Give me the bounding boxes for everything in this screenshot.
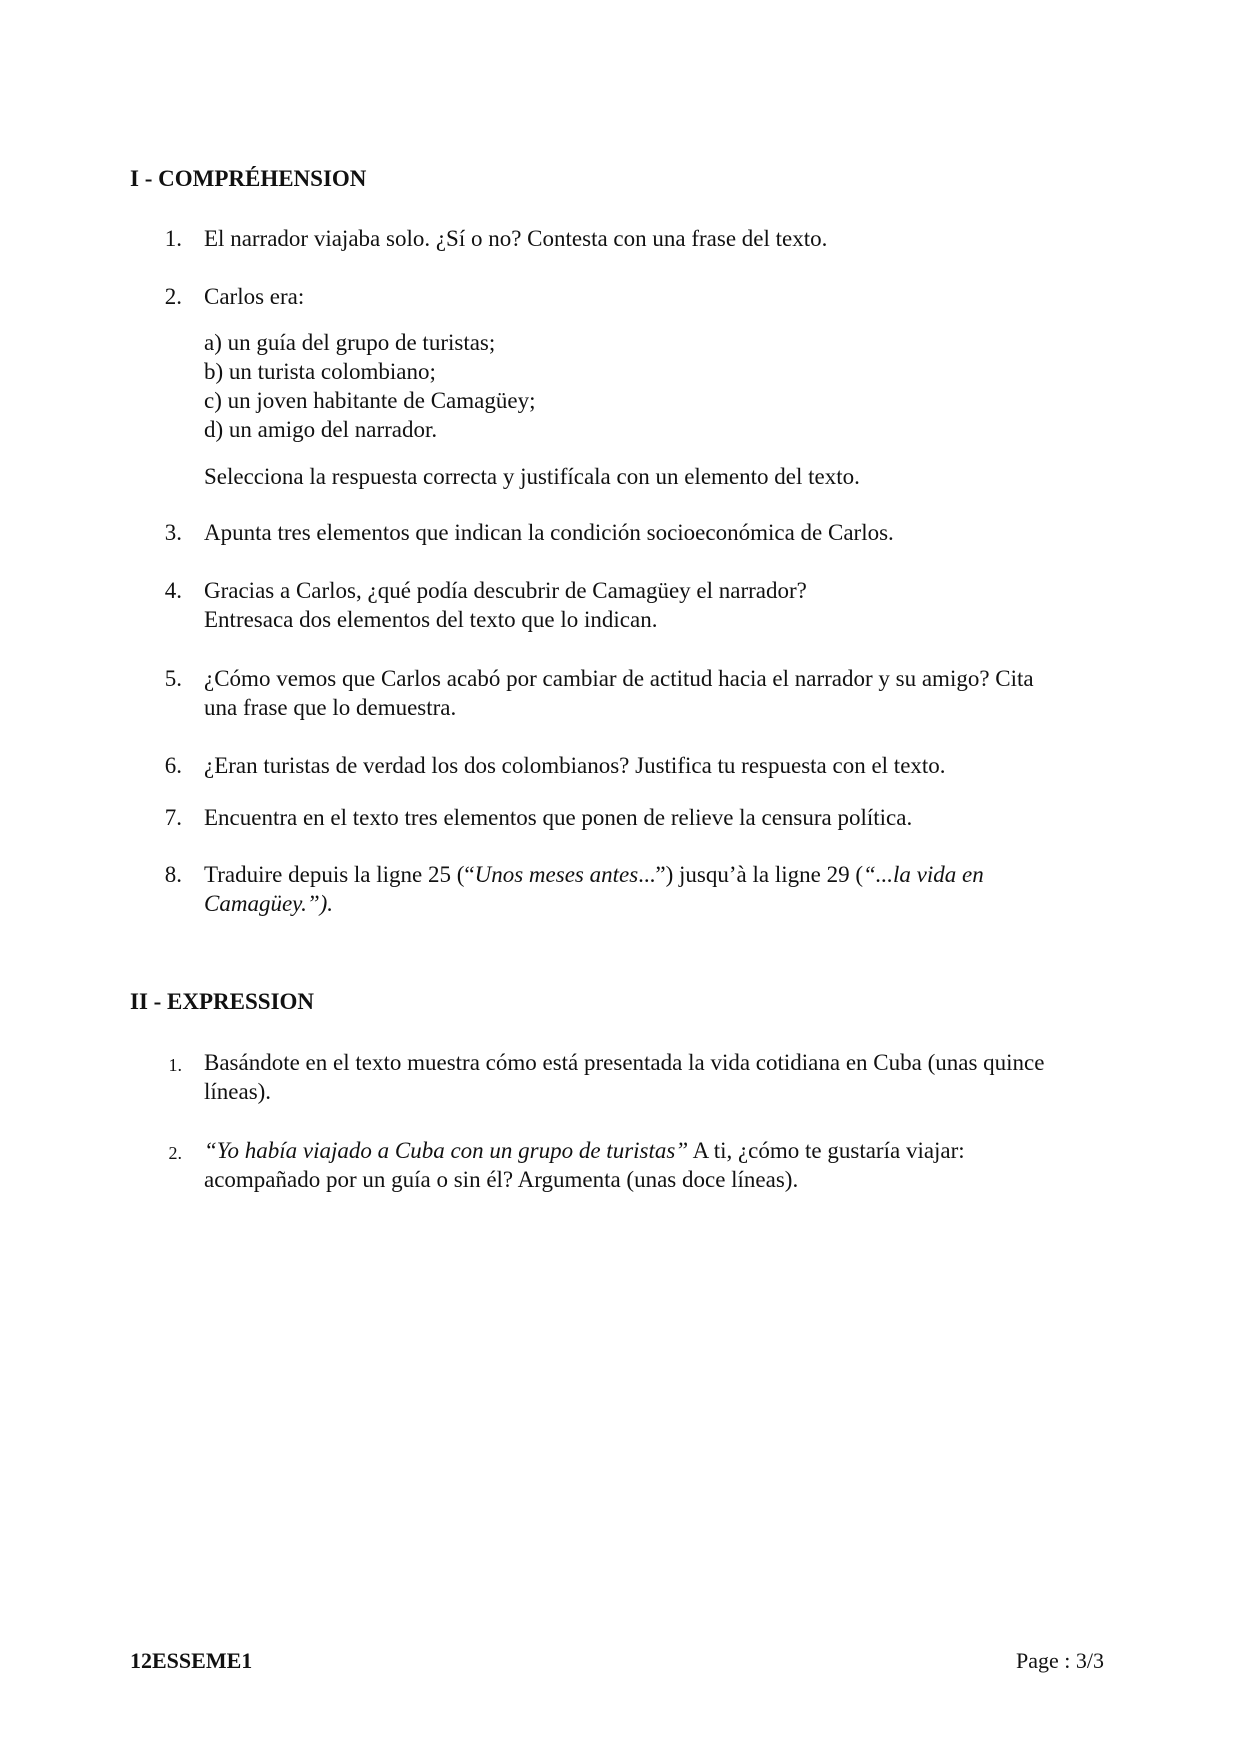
question-text: ¿Eran turistas de verdad los dos colombianos? Justifica tu respuesta con el texto. xyxy=(204,753,946,778)
question-text-line-2: Entresaca dos elementos del texto que lo indican. xyxy=(204,607,658,632)
option-a: a) un guía del grupo de turistas; xyxy=(204,330,496,355)
text-quote: “Yo había viajado a Cuba con un grupo de turistas” xyxy=(204,1138,689,1163)
section-title-expression: II - EXPRESSION xyxy=(130,989,315,1014)
footer-exam-code: 12ESSEME1 xyxy=(130,1648,253,1673)
text-segment: A ti, ¿cómo te gustaría viajar: xyxy=(688,1138,965,1163)
question-text-line-1: Basándote en el texto muestra cómo está presentada la vida cotidiana en Cuba (unas quince xyxy=(204,1050,1045,1075)
question-number: 5. xyxy=(164,666,182,691)
quoted-end-phrase-continued: Camagüey.”). xyxy=(204,891,334,916)
question-number: 2. xyxy=(168,1143,182,1163)
question-text-line-1 xyxy=(204,1136,1184,1165)
question-number: 6. xyxy=(164,753,182,778)
question-number: 4. xyxy=(164,578,182,603)
option-b: b) un turista colombiano; xyxy=(204,359,436,384)
question-text-line-2 xyxy=(204,889,1184,918)
question-text-line-2: una frase que lo demuestra. xyxy=(204,695,457,720)
quoted-end-phrase: “...la vida en xyxy=(863,862,984,887)
question-text-line-1 xyxy=(204,860,1184,889)
question-text-line-1: ¿Cómo vemos que Carlos acabó por cambiar de actitud hacia el narrador y su amigo? Cita xyxy=(204,666,1034,691)
question-number: 7. xyxy=(164,805,182,830)
question-text: Carlos era: xyxy=(204,284,305,309)
question-text: El narrador viajaba solo. ¿Sí o no? Contesta con una frase del texto. xyxy=(204,226,828,251)
question-number: 2. xyxy=(164,284,182,309)
option-c: c) un joven habitante de Camagüey; xyxy=(204,388,536,413)
footer-page-number: Page : 3/3 xyxy=(1016,1648,1104,1673)
question-text-line-2: líneas). xyxy=(204,1079,272,1104)
quoted-start-phrase: Unos meses antes xyxy=(474,862,639,887)
question-text: Encuentra en el texto tres elementos que ponen de relieve la censura política. xyxy=(204,805,913,830)
text-segment: Traduire depuis la ligne 25 (“ xyxy=(204,862,475,887)
question-number: 1. xyxy=(168,1055,182,1075)
question-number: 3. xyxy=(164,520,182,545)
question-text: Apunta tres elementos que indican la condición socioeconómica de Carlos. xyxy=(204,520,894,545)
question-text-line-1: Gracias a Carlos, ¿qué podía descubrir de Camagüey el narrador? xyxy=(204,578,807,603)
text-segment: ...”) jusqu’à la ligne 29 ( xyxy=(638,862,863,887)
question-number: 1. xyxy=(164,226,182,251)
question-number: 8. xyxy=(164,862,182,887)
section-title-comprehension: I - COMPRÉHENSION xyxy=(130,166,367,191)
question-text: Selecciona la respuesta correcta y justifícala con un elemento del texto. xyxy=(204,464,860,489)
question-text-line-2: acompañado por un guía o sin él? Argumenta (unas doce líneas). xyxy=(204,1167,799,1192)
option-d: d) un amigo del narrador. xyxy=(204,417,438,442)
